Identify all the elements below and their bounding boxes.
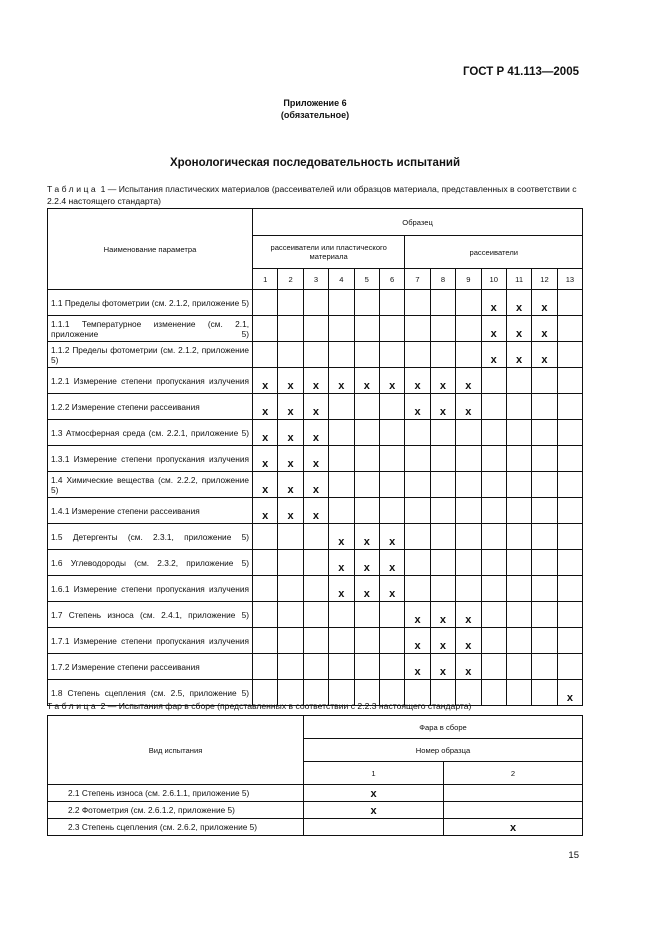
empty-cell: [379, 316, 404, 342]
empty-cell: [379, 602, 404, 628]
table1-sample-number: 13: [557, 269, 583, 290]
empty-cell: [253, 316, 278, 342]
empty-cell: [506, 420, 531, 446]
empty-cell: [430, 316, 455, 342]
empty-cell: [444, 785, 583, 802]
empty-cell: [506, 524, 531, 550]
test-mark: x: [456, 654, 481, 680]
empty-cell: [456, 472, 481, 498]
empty-cell: [303, 550, 328, 576]
empty-cell: [379, 472, 404, 498]
table2-header-headlamp: Фара в сборе: [304, 716, 583, 739]
empty-cell: [253, 628, 278, 654]
empty-cell: [532, 602, 557, 628]
section-title: Хронологическая последовательность испытаний: [169, 157, 461, 169]
empty-cell: [253, 602, 278, 628]
empty-cell: [329, 654, 354, 680]
empty-cell: [278, 524, 303, 550]
empty-cell: [329, 394, 354, 420]
annex-heading: [0, 97, 630, 121]
table1-param-name: 1.1 Пределы фотометрии (см. 2.1.2, приложение 5): [48, 290, 253, 316]
test-mark: x: [303, 472, 328, 498]
empty-cell: [557, 524, 583, 550]
test-mark: x: [506, 290, 531, 316]
empty-cell: [354, 342, 379, 368]
table2-header-test: Вид испытания: [48, 716, 304, 785]
empty-cell: [253, 524, 278, 550]
empty-cell: [329, 420, 354, 446]
empty-cell: [506, 602, 531, 628]
empty-cell: [354, 394, 379, 420]
empty-cell: [481, 550, 506, 576]
test-mark: x: [557, 680, 583, 706]
empty-cell: [456, 342, 481, 368]
empty-cell: [405, 576, 430, 602]
empty-cell: [430, 472, 455, 498]
table1-header-sample: Образец: [253, 209, 583, 236]
empty-cell: [557, 394, 583, 420]
test-mark: x: [532, 342, 557, 368]
empty-cell: [481, 524, 506, 550]
test-mark: x: [430, 654, 455, 680]
test-mark: x: [253, 446, 278, 472]
test-mark: x: [278, 446, 303, 472]
table-row: [48, 290, 583, 316]
test-mark: x: [329, 576, 354, 602]
empty-cell: [532, 446, 557, 472]
table1-sample-number: 9: [456, 269, 481, 290]
test-mark: x: [532, 316, 557, 342]
empty-cell: [506, 498, 531, 524]
empty-cell: [278, 654, 303, 680]
empty-cell: [444, 802, 583, 819]
empty-cell: [303, 654, 328, 680]
empty-cell: [481, 576, 506, 602]
table-row: [48, 420, 583, 446]
empty-cell: [532, 420, 557, 446]
table-row: [48, 446, 583, 472]
empty-cell: [532, 550, 557, 576]
empty-cell: [430, 420, 455, 446]
empty-cell: [354, 446, 379, 472]
empty-cell: [481, 654, 506, 680]
empty-cell: [278, 290, 303, 316]
table-row: [48, 368, 583, 394]
empty-cell: [456, 290, 481, 316]
empty-cell: [557, 654, 583, 680]
test-mark: x: [354, 368, 379, 394]
test-mark: x: [303, 368, 328, 394]
annex-title: Приложение 6: [283, 98, 347, 108]
test-mark: x: [405, 394, 430, 420]
test-mark: x: [354, 524, 379, 550]
test-mark: x: [405, 368, 430, 394]
test-mark: x: [278, 498, 303, 524]
table1-param-name: 1.6.1 Измерение степени пропускания излучения: [48, 576, 253, 602]
empty-cell: [253, 550, 278, 576]
test-mark: x: [329, 550, 354, 576]
test-mark: x: [304, 785, 444, 802]
table-row: [48, 316, 583, 342]
empty-cell: [303, 524, 328, 550]
empty-cell: [557, 576, 583, 602]
test-mark: x: [430, 628, 455, 654]
test-mark: x: [278, 368, 303, 394]
empty-cell: [405, 498, 430, 524]
test-mark: x: [329, 524, 354, 550]
table2: [47, 715, 583, 836]
test-mark: x: [506, 316, 531, 342]
empty-cell: [253, 342, 278, 368]
test-mark: x: [405, 602, 430, 628]
empty-cell: [379, 498, 404, 524]
empty-cell: [405, 472, 430, 498]
empty-cell: [456, 420, 481, 446]
empty-cell: [379, 628, 404, 654]
table1-sample-number: 11: [506, 269, 531, 290]
test-mark: x: [329, 368, 354, 394]
empty-cell: [481, 368, 506, 394]
test-mark: x: [430, 394, 455, 420]
table1-param-name: 1.6 Углеводороды (см. 2.3.2, приложение 5): [48, 550, 253, 576]
empty-cell: [430, 498, 455, 524]
empty-cell: [253, 290, 278, 316]
test-mark: x: [379, 576, 404, 602]
empty-cell: [303, 342, 328, 368]
empty-cell: [278, 602, 303, 628]
empty-cell: [506, 394, 531, 420]
empty-cell: [557, 316, 583, 342]
test-mark: x: [444, 819, 583, 836]
empty-cell: [354, 472, 379, 498]
empty-cell: [329, 290, 354, 316]
test-mark: x: [481, 316, 506, 342]
empty-cell: [303, 602, 328, 628]
table1-param-name: 1.1.2 Пределы фотометрии (см. 2.1.2, приложение 5): [48, 342, 253, 368]
empty-cell: [303, 628, 328, 654]
table1-param-name: 1.1.1 Температурное изменение (см. 2.1, приложение 5): [48, 316, 253, 342]
empty-cell: [329, 472, 354, 498]
empty-cell: [354, 316, 379, 342]
table1-param-name: 1.7.2 Измерение степени рассеивания: [48, 654, 253, 680]
empty-cell: [430, 290, 455, 316]
empty-cell: [557, 628, 583, 654]
table2-test-name: 2.3 Степень сцепления (см. 2.6.2, приложение 5): [48, 819, 304, 836]
empty-cell: [329, 316, 354, 342]
empty-cell: [557, 472, 583, 498]
test-mark: x: [303, 498, 328, 524]
test-mark: x: [253, 394, 278, 420]
test-mark: x: [481, 290, 506, 316]
table1-sample-number: 1: [253, 269, 278, 290]
empty-cell: [506, 472, 531, 498]
empty-cell: [304, 819, 444, 836]
test-mark: x: [278, 472, 303, 498]
test-mark: x: [379, 550, 404, 576]
test-mark: x: [456, 368, 481, 394]
table-row: [48, 654, 583, 680]
table2-caption: [47, 700, 582, 712]
empty-cell: [557, 342, 583, 368]
empty-cell: [278, 550, 303, 576]
empty-cell: [379, 394, 404, 420]
empty-cell: [557, 550, 583, 576]
table1-param-name: 1.2.2 Измерение степени рассеивания: [48, 394, 253, 420]
table-row: [48, 802, 583, 819]
empty-cell: [481, 472, 506, 498]
table-row: [48, 394, 583, 420]
table1-sample-number: 6: [379, 269, 404, 290]
table1-param-name: 1.2.1 Измерение степени пропускания излучения: [48, 368, 253, 394]
test-mark: x: [379, 524, 404, 550]
empty-cell: [405, 524, 430, 550]
standard-number: ГОСТ Р 41.113—2005: [462, 66, 579, 78]
test-mark: x: [303, 420, 328, 446]
empty-cell: [481, 420, 506, 446]
table-row: [48, 472, 583, 498]
table2-sample-number: 2: [444, 762, 583, 785]
table1-sample-number: 4: [329, 269, 354, 290]
empty-cell: [329, 498, 354, 524]
empty-cell: [379, 342, 404, 368]
empty-cell: [354, 498, 379, 524]
empty-cell: [354, 602, 379, 628]
empty-cell: [532, 394, 557, 420]
annex-status: (обязательное): [280, 110, 350, 120]
table1-sample-number: 3: [303, 269, 328, 290]
table2-header-sample-no: Номер образца: [304, 739, 583, 762]
table1-sample-number: 7: [405, 269, 430, 290]
empty-cell: [405, 446, 430, 472]
test-mark: x: [253, 368, 278, 394]
test-mark: x: [354, 550, 379, 576]
empty-cell: [506, 628, 531, 654]
table1-sample-number: 5: [354, 269, 379, 290]
table1-param-name: 1.4.1 Измерение степени рассеивания: [48, 498, 253, 524]
empty-cell: [456, 498, 481, 524]
empty-cell: [506, 368, 531, 394]
table-row: [48, 576, 583, 602]
table1-sample-number: 10: [481, 269, 506, 290]
empty-cell: [405, 316, 430, 342]
test-mark: x: [354, 576, 379, 602]
empty-cell: [430, 550, 455, 576]
table1-header-param: Наименование параметра: [48, 209, 253, 290]
empty-cell: [329, 602, 354, 628]
empty-cell: [354, 420, 379, 446]
empty-cell: [532, 368, 557, 394]
empty-cell: [379, 420, 404, 446]
empty-cell: [405, 290, 430, 316]
test-mark: x: [456, 628, 481, 654]
test-mark: x: [253, 472, 278, 498]
empty-cell: [557, 290, 583, 316]
empty-cell: [354, 290, 379, 316]
test-mark: x: [405, 628, 430, 654]
table1-param-name: 1.8 Степень сцепления (см. 2.5, приложение 5): [48, 680, 253, 706]
empty-cell: [557, 420, 583, 446]
table1-param-name: 1.4 Химические вещества (см. 2.2.2, приложение 5): [48, 472, 253, 498]
empty-cell: [354, 654, 379, 680]
empty-cell: [532, 654, 557, 680]
empty-cell: [329, 446, 354, 472]
empty-cell: [253, 654, 278, 680]
test-mark: x: [253, 420, 278, 446]
empty-cell: [456, 446, 481, 472]
table-row: [48, 628, 583, 654]
table1: [47, 208, 583, 706]
test-mark: x: [304, 802, 444, 819]
test-mark: x: [532, 290, 557, 316]
table-row: [48, 602, 583, 628]
empty-cell: [430, 342, 455, 368]
empty-cell: [379, 290, 404, 316]
test-mark: x: [303, 446, 328, 472]
empty-cell: [532, 498, 557, 524]
empty-cell: [303, 576, 328, 602]
table1-param-name: 1.7.1 Измерение степени пропускания излучения: [48, 628, 253, 654]
empty-cell: [481, 446, 506, 472]
empty-cell: [379, 654, 404, 680]
empty-cell: [456, 576, 481, 602]
test-mark: x: [405, 654, 430, 680]
test-mark: x: [430, 602, 455, 628]
empty-cell: [303, 316, 328, 342]
empty-cell: [557, 498, 583, 524]
test-mark: x: [456, 602, 481, 628]
empty-cell: [532, 472, 557, 498]
table-row: [48, 550, 583, 576]
table1-caption-text: 1 — Испытания пластических материалов (рассеивателей или образцов материала, представленных в соответствии с 2.2.4 настоящего стандарта): [47, 184, 577, 206]
test-mark: x: [430, 368, 455, 394]
table1-param-name: 1.5 Детергенты (см. 2.3.1, приложение 5): [48, 524, 253, 550]
table-row: [48, 819, 583, 836]
empty-cell: [532, 524, 557, 550]
table-row: [48, 498, 583, 524]
empty-cell: [557, 446, 583, 472]
table2-test-name: 2.2 Фотометрия (см. 2.6.1.2, приложение 5): [48, 802, 304, 819]
empty-cell: [506, 654, 531, 680]
table2-test-name: 2.1 Степень износа (см. 2.6.1.1, приложение 5): [48, 785, 304, 802]
table1-header-group-b: рассеиватели: [405, 236, 583, 269]
empty-cell: [506, 576, 531, 602]
table1-caption-label: Таблица: [47, 184, 99, 194]
empty-cell: [557, 602, 583, 628]
test-mark: x: [303, 394, 328, 420]
empty-cell: [481, 394, 506, 420]
empty-cell: [506, 550, 531, 576]
table2-caption-label: Таблица: [47, 701, 99, 711]
empty-cell: [557, 368, 583, 394]
empty-cell: [481, 498, 506, 524]
table-row: [48, 785, 583, 802]
empty-cell: [405, 420, 430, 446]
empty-cell: [430, 446, 455, 472]
empty-cell: [456, 524, 481, 550]
table1-sample-number: 12: [532, 269, 557, 290]
test-mark: x: [253, 498, 278, 524]
empty-cell: [329, 342, 354, 368]
test-mark: x: [278, 420, 303, 446]
test-mark: x: [481, 342, 506, 368]
empty-cell: [456, 550, 481, 576]
table2-sample-number: 1: [304, 762, 444, 785]
empty-cell: [405, 342, 430, 368]
page-number: 15: [568, 850, 579, 861]
table2-caption-text: 2 — Испытания фар в сборе (представленных в соответствии с 2.2.3 настоящего стандарта): [100, 701, 472, 711]
table-row: [48, 524, 583, 550]
empty-cell: [278, 576, 303, 602]
empty-cell: [506, 446, 531, 472]
test-mark: x: [456, 394, 481, 420]
empty-cell: [278, 316, 303, 342]
table1-caption: [47, 183, 582, 207]
empty-cell: [379, 446, 404, 472]
table1-sample-number: 8: [430, 269, 455, 290]
test-mark: x: [379, 368, 404, 394]
empty-cell: [253, 576, 278, 602]
empty-cell: [532, 576, 557, 602]
table1-param-name: 1.7 Степень износа (см. 2.4.1, приложение 5): [48, 602, 253, 628]
test-mark: x: [278, 394, 303, 420]
table-row: [48, 342, 583, 368]
empty-cell: [278, 342, 303, 368]
empty-cell: [430, 576, 455, 602]
empty-cell: [430, 524, 455, 550]
table1-header-group-a: рассеиватели или пластического материала: [253, 236, 405, 269]
test-mark: x: [506, 342, 531, 368]
empty-cell: [481, 628, 506, 654]
empty-cell: [329, 628, 354, 654]
table1-sample-number: 2: [278, 269, 303, 290]
empty-cell: [405, 550, 430, 576]
table1-param-name: 1.3 Атмосферная среда (см. 2.2.1, приложение 5): [48, 420, 253, 446]
table1-param-name: 1.3.1 Измерение степени пропускания излучения: [48, 446, 253, 472]
empty-cell: [354, 628, 379, 654]
empty-cell: [278, 628, 303, 654]
empty-cell: [456, 316, 481, 342]
empty-cell: [532, 628, 557, 654]
empty-cell: [481, 602, 506, 628]
empty-cell: [303, 290, 328, 316]
